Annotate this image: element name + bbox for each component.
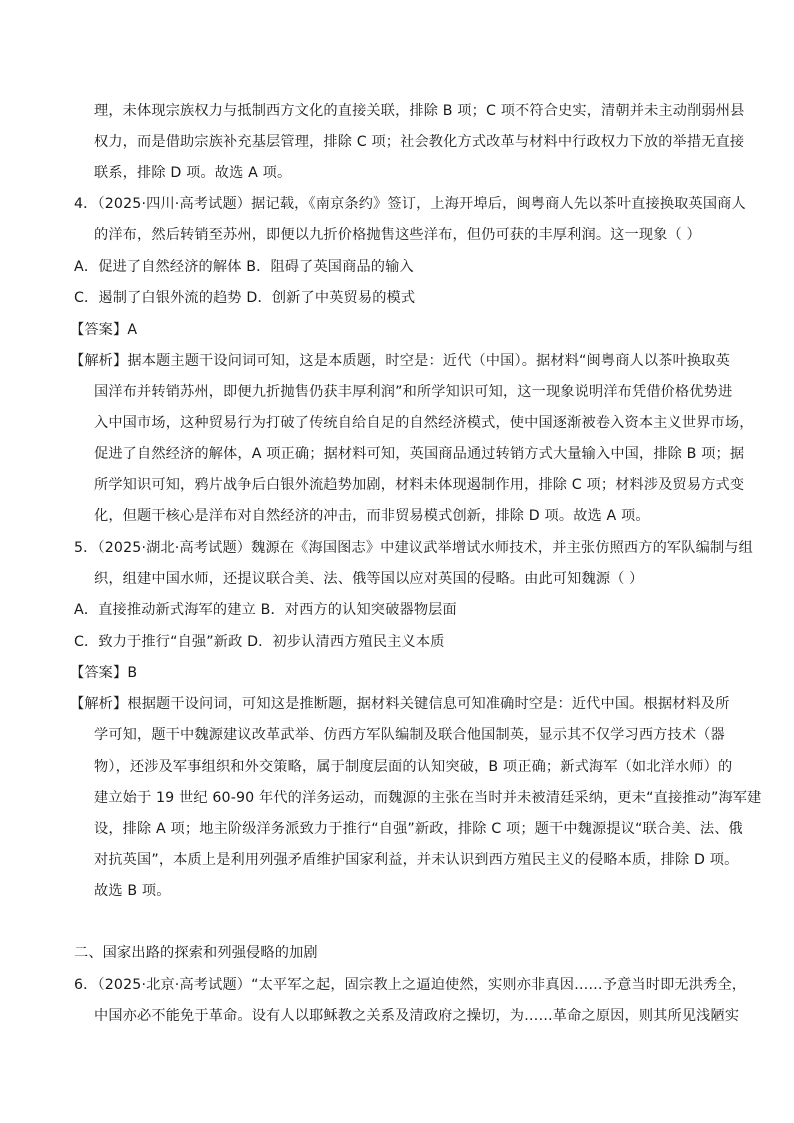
explanation-line: 【解析】据本题主题干设问词可知，这是本质题，时空是：近代（中国）。据材料“闽粤商人以茶叶换取英 <box>70 353 730 369</box>
question-5-stem: 织，组建中国水师，还提议联合美、法、俄等国以应对英国的侵略。由此可知魏源（ ） <box>94 571 644 587</box>
question-5-options: A．直接推动新式海军的建立 B．对西方的认知突破器物层面 <box>74 602 457 618</box>
question-4-options: C．遏制了白银外流的趋势 D．创新了中英贸易的模式 <box>74 290 416 306</box>
question-4-stem: 的洋布，然后转销至苏州，即便以九折价格抛售这些洋布，但仍可获的丰厚利润。这一现象（ ） <box>94 227 701 243</box>
question-5-stem: 5．（2025·湖北·高考试题）魏源在《海国图志》中建议武举增试水师技术，并主张仿照西方的军队编制与组 <box>74 540 753 556</box>
explanation-line: 学可知，题干中魏源建议改革武举、仿西方军队编制及联合他国制英，显示其不仅学习西方技术（器 <box>94 727 725 743</box>
explanation-line: 物），还涉及军事组织和外交策略，属于制度层面的认知突破，B 项正确；新式海军（如北洋水师）的 <box>94 759 733 775</box>
explanation-line: 【解析】根据题干设问词，可知这是推断题，据材料关键信息可知准确时空是：近代中国。根据材料及所 <box>70 696 730 712</box>
question-4-stem: 4．（2025·四川·高考试题）据记载，《南京条约》签订，上海开埠后，闽粤商人先以茶叶直接换取英国商人 <box>74 196 746 212</box>
explanation-line: 促进了自然经济的解体，A 项正确；据材料可知，英国商品通过转销方式大量输入中国，排除 B 项；据 <box>94 446 745 462</box>
explanation-line: 故选 B 项。 <box>94 883 171 899</box>
text-line: 联系，排除 D 项。故选 A 项。 <box>94 165 292 181</box>
explanation-line: 建立始于 19 世纪 60-90 年代的洋务运动，而魏源的主张在当时并未被清廷采纳，更未“直接推动”海军建 <box>94 790 762 806</box>
question-6-stem: 中国亦必不能免于革命。设有人以耶稣教之关系及清政府之操切，为……革命之原因，则其所见浅陋实 <box>94 1008 740 1024</box>
answer-label: 【答案】B <box>70 665 138 681</box>
explanation-line: 国洋布并转销苏州，即便九折抛售仍获丰厚利润”和所学知识可知，这一现象说明洋布凭借价格优势进 <box>94 384 733 400</box>
explanation-line: 设，排除 A 项；地主阶级洋务派致力于推行“自强”新政，排除 C 项；题干中魏源提议“联合美、法、俄 <box>94 821 743 837</box>
explanation-line: 所学知识可知，鸦片战争后白银外流趋势加剧，材料未体现遏制作用，排除 C 项；材料涉及贸易方式变 <box>94 477 745 493</box>
question-5-options: C．致力于推行“自强”新政 D．初步认清西方殖民主义本质 <box>74 634 445 650</box>
answer-label: 【答案】A <box>70 322 138 338</box>
explanation-line: 化，但题干核心是洋布对自然经济的冲击，而非贸易模式创新，排除 D 项。故选 A 项。 <box>94 508 650 524</box>
section-heading: 二、国家出路的探索和列强侵略的加剧 <box>74 945 318 961</box>
text-line: 权力，而是借助宗族补充基层管理，排除 C 项；社会教化方式改革与材料中行政权力下放的举措无直接 <box>94 134 745 150</box>
explanation-line: 对抗英国”，本质上是利用列强矛盾维护国家利益，并未认识到西方殖民主义的侵略本质，排除 D 项。 <box>94 852 739 868</box>
question-4-options: A．促进了自然经济的解体 B．阻碍了英国商品的输入 <box>74 259 414 275</box>
question-6-stem: 6．（2025·北京·高考试题）“太平军之起，固宗教上之逼迫使然，实则亦非真因……予意当时即无洪秀全， <box>74 977 747 993</box>
explanation-line: 入中国市场，这种贸易行为打破了传统自给自足的自然经济模式，使中国逐渐被卷入资本主义世界市场， <box>94 415 754 431</box>
text-line: 理，未体现宗族权力与抵制西方文化的直接关联，排除 B 项；C 项不符合史实，清朝并未主动削弱州县 <box>94 103 745 119</box>
